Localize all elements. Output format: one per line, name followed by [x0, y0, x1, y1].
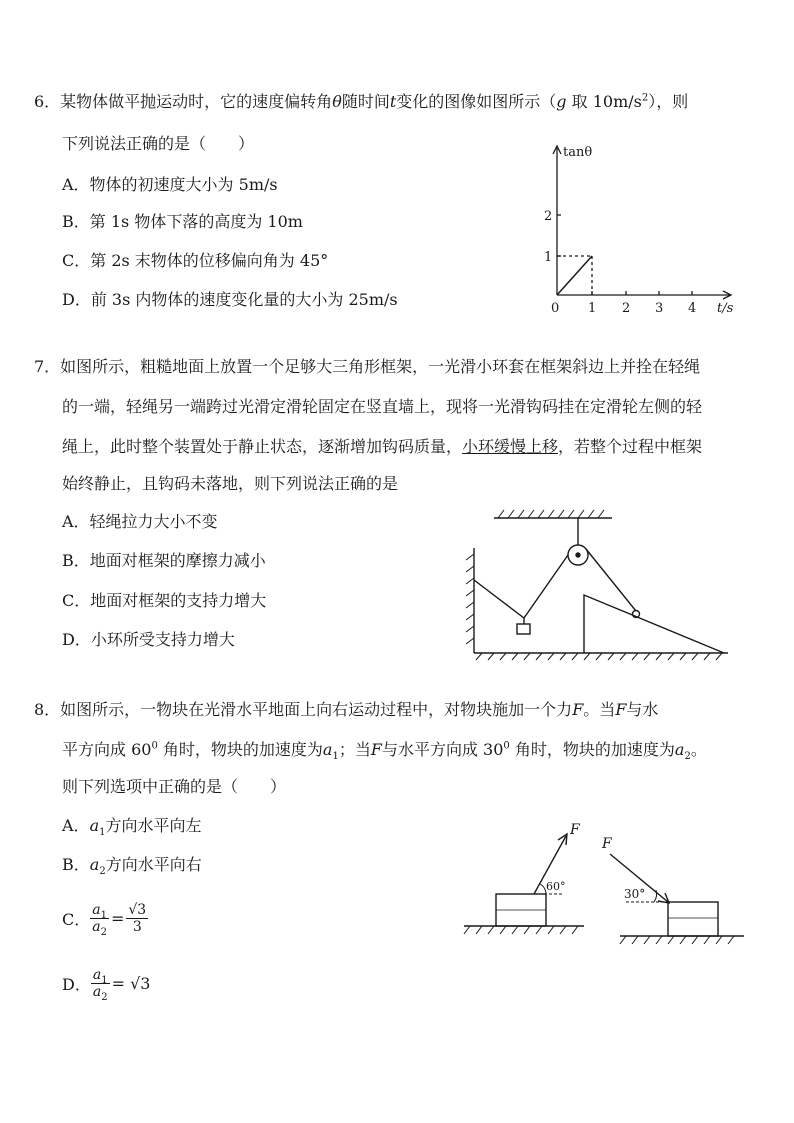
q6-line2: 下列说法正确的是（ ）: [62, 134, 255, 153]
x-tick-label-3: 3: [655, 301, 664, 316]
q7-option-a: A．轻绳拉力大小不变: [62, 512, 218, 531]
q8-option-b: B．$a_2$方向水平向右: [62, 855, 202, 878]
y-axis-label: tanθ: [563, 145, 593, 160]
q7-line4: 始终静止，且钩码未落地，则下列说法正确的是: [62, 474, 399, 493]
triangle-frame: [584, 595, 724, 653]
block-right: [668, 902, 718, 936]
q6-option-d: D．前 3s 内物体的速度变化量的大小为 25m/s: [62, 290, 398, 309]
q7-option-b: B．地面对框架的摩擦力减小: [62, 551, 266, 570]
q8-line1: 8．如图所示，一物块在光滑水平地面上向右运动过程中，对物块施加一个力F。当F与水: [34, 700, 659, 719]
ratio-fraction: $\frac{a_1}{a_2}$: [92, 902, 107, 938]
force-label-left: F: [570, 822, 580, 838]
value-fraction: $\frac{√3}{3}$: [128, 902, 147, 935]
q6-line1: 6．某物体做平抛运动时，它的速度偏转角θ随时间t变化的图像如图所示（g 取 $10m/s^2$），则: [34, 92, 689, 111]
q7-option-c: C．地面对框架的支持力增大: [62, 591, 267, 610]
x-tick-label-4: 4: [688, 301, 697, 316]
q8-option-a: A．$a_1$方向水平向左: [62, 816, 202, 839]
q8-force-diagrams: [460, 818, 750, 948]
force-label-right: F: [602, 836, 612, 852]
q8-line2: 平方向成 $60^0$ 角时，物块的加速度为$a_1$；当F与水平方向成 $30^0$ 角时，物块的加速度为$a_2$。: [62, 740, 707, 763]
q7-pulley-diagram: [460, 508, 740, 663]
q6-option-a: A．物体的初速度大小为 5m/s: [62, 175, 278, 194]
q8-option-c: C． $\frac{a_1}{a_2}$ = $\frac{√3}{3}$: [62, 902, 147, 938]
rope-right: [586, 549, 636, 611]
angle-label-left: 60°: [546, 880, 566, 893]
data-line: [557, 256, 592, 295]
q7-line3: 绳上，此时整个装置处于静止状态，逐渐增加钩码质量，小环缓慢上移，若整个过程中框架: [62, 437, 703, 456]
y-tick-label-1: 1: [544, 250, 553, 265]
angle-label-right: 30°: [624, 887, 646, 901]
ratio-fraction: $\frac{a_1}{a_2}$: [92, 967, 108, 1003]
q6-tan-graph: [540, 140, 740, 320]
y-tick-label-2: 2: [544, 209, 553, 224]
x-tick-label-2: 2: [622, 301, 631, 316]
x-tick-label-1: 1: [588, 301, 597, 316]
x-axis-label: t/s: [717, 301, 734, 316]
q8-option-d: D． $\frac{a_1}{a_2}$ = √3: [62, 967, 151, 1003]
rope-left: [474, 555, 568, 618]
q8-line3: 则下列选项中正确的是（ ）: [62, 777, 287, 796]
q7-line1: 7．如图所示，粗糙地面上放置一个足够大三角形框架，一光滑小环套在框架斜边上并拴在轻绳: [34, 357, 701, 376]
q6-option-b: B．第 1s 物体下落的高度为 10m: [62, 212, 303, 231]
q6-option-c: C．第 2s 末物体的位移偏向角为 45°: [62, 251, 329, 270]
q7-option-d: D．小环所受支持力增大: [62, 630, 235, 649]
q7-line2: 的一端，轻绳另一端跨过光滑定滑轮固定在竖直墙上，现将一光滑钩码挂在定滑轮左侧的轻: [62, 397, 703, 416]
origin-label: 0: [551, 301, 560, 316]
hook-weight: [517, 624, 530, 634]
